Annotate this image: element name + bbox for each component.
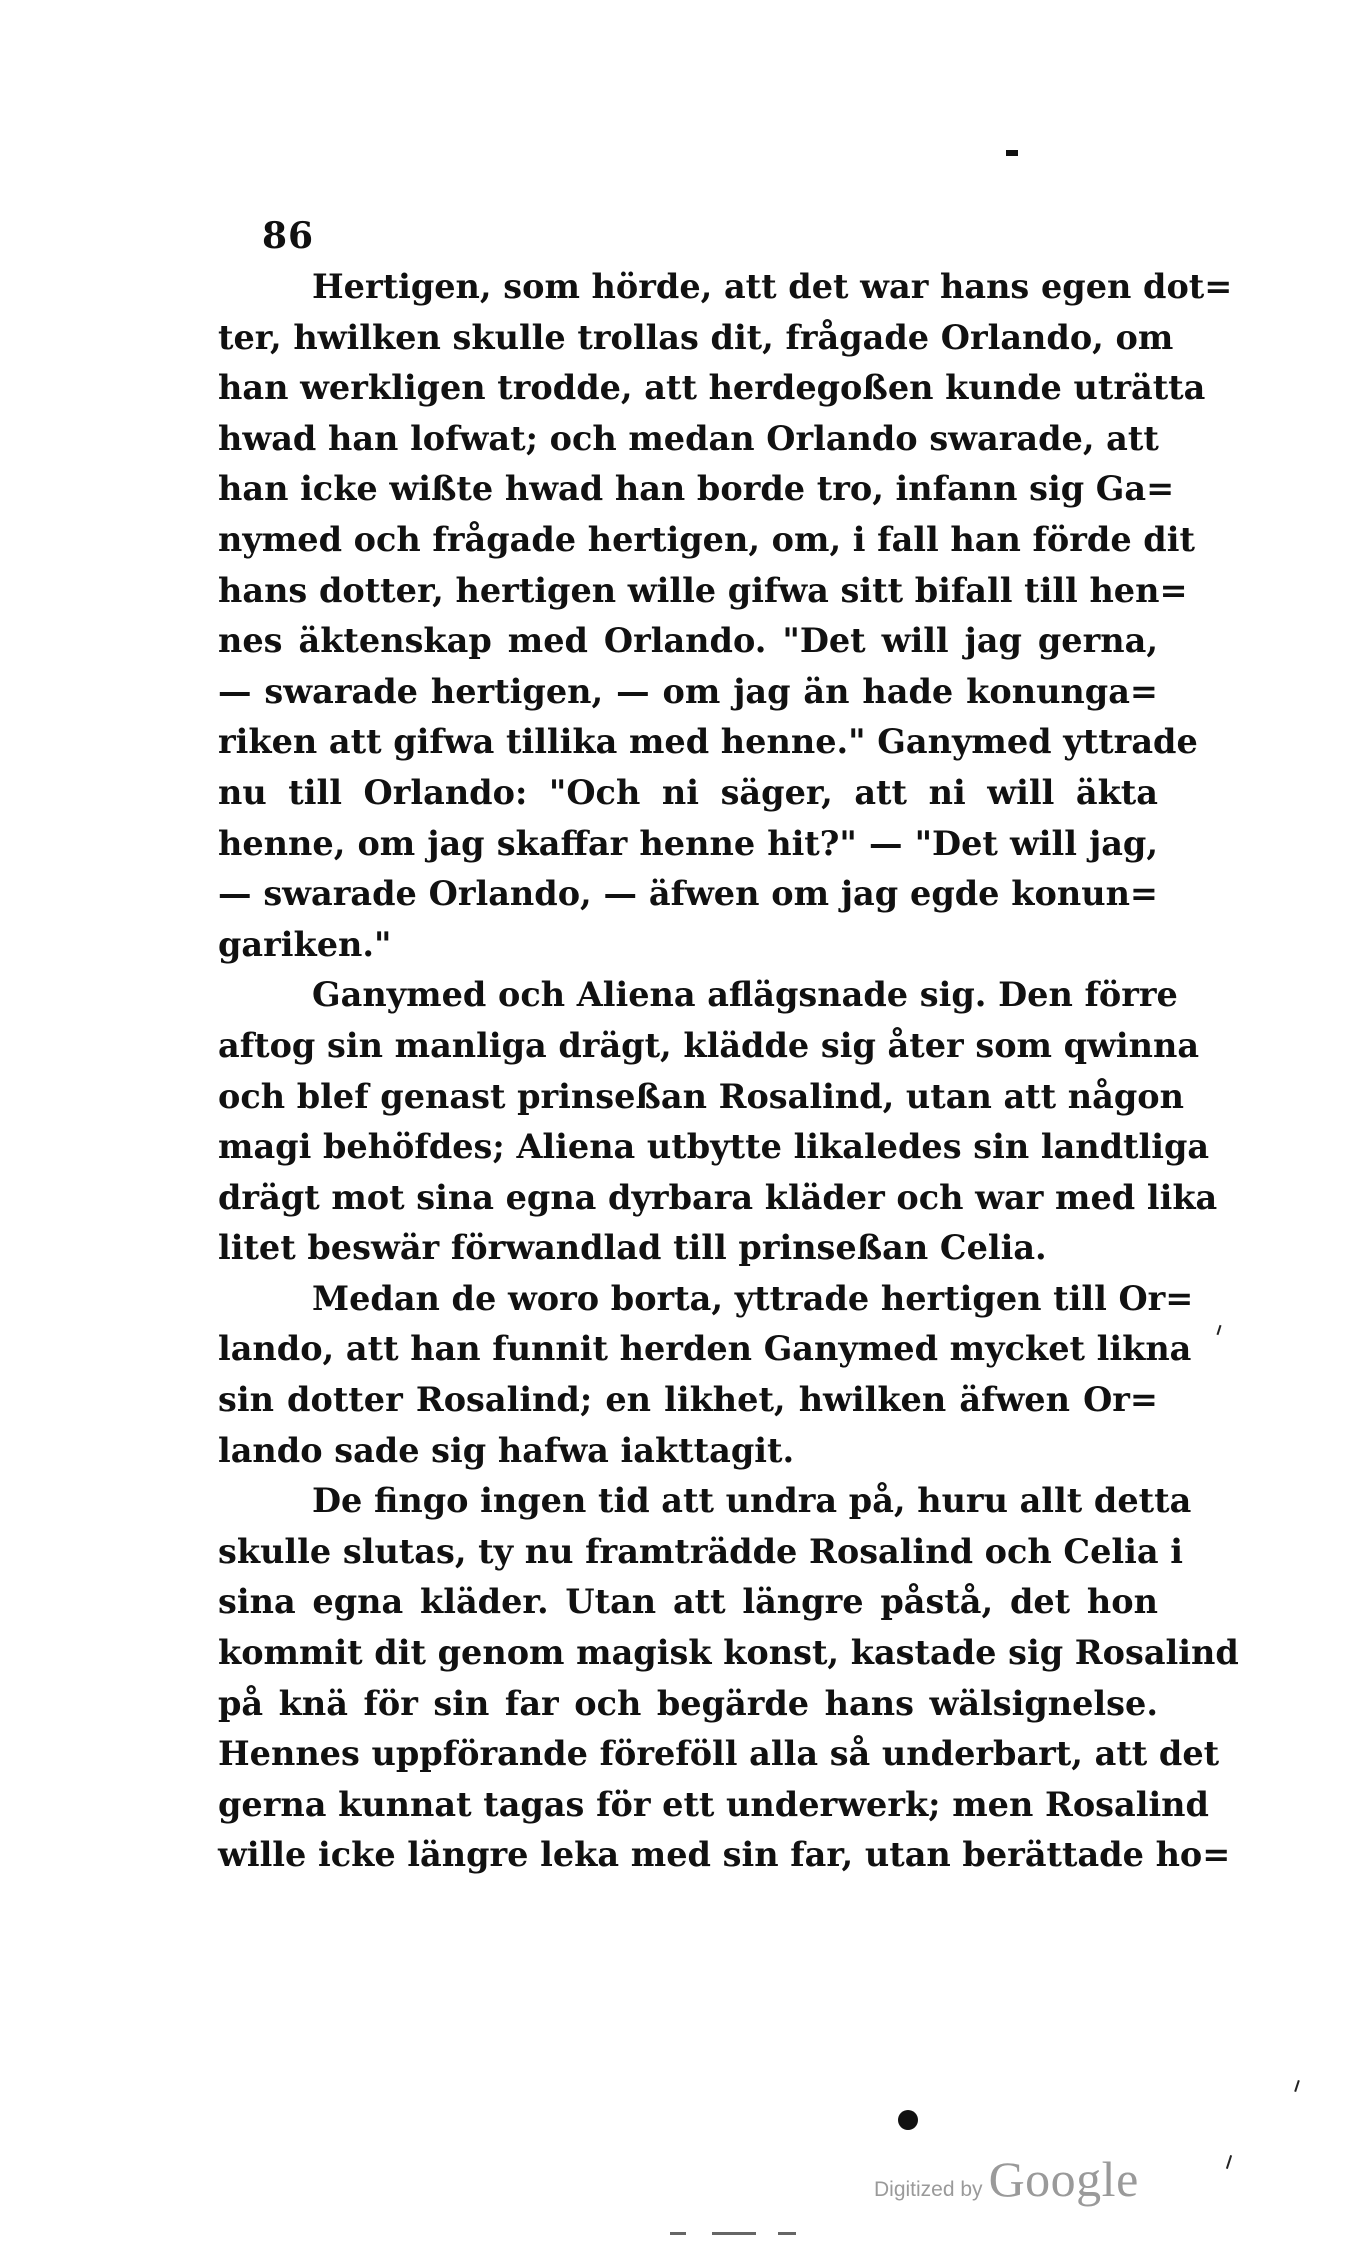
text-line: ter, hwilken skulle trollas dit, frågade Orlando, om <box>218 317 1174 357</box>
text-line: Ganymed och Aliena aflägsnade sig. Den förre <box>312 975 1178 1015</box>
text-line: henne, om jag skaffar henne hit?" — "Det will jag, <box>218 823 1158 863</box>
text-line: på knä för sin far och begärde hans wälsignelse. <box>218 1683 1158 1723</box>
margin-mark <box>1226 2155 1232 2169</box>
text-line: gariken." <box>218 924 392 964</box>
text-line: hans dotter, hertigen wille gifwa sitt bifall till hen= <box>218 570 1188 610</box>
watermark-prefix: Digitized by <box>874 2178 983 2201</box>
text-line: sin dotter Rosalind; en likhet, hwilken äfwen Or= <box>218 1380 1158 1420</box>
text-line: nes äktenskap med Orlando. "Det will jag gerna, <box>218 621 1158 661</box>
text-line: Hennes uppförande föreföll alla så underbart, att det <box>218 1734 1220 1774</box>
google-logo: Google <box>988 2151 1139 2207</box>
bottom-mark <box>712 2232 756 2235</box>
text-line: nu till Orlando: "Och ni säger, att ni will äkta <box>218 772 1158 812</box>
text-line: sina egna kläder. Utan att längre påstå, det hon <box>218 1582 1158 1622</box>
text-line: lando, att han funnit herden Ganymed mycket likna <box>218 1329 1192 1369</box>
text-line: riken att gifwa tillika med henne." Ganymed yttrade <box>218 722 1198 762</box>
text-line: aftog sin manliga drägt, klädde sig åter som qwinna <box>218 1025 1200 1065</box>
text-line: — swarade Orlando, — äfwen om jag egde konun= <box>218 874 1158 914</box>
text-line: — swarade hertigen, — om jag än hade konunga= <box>218 671 1158 711</box>
text-line: och blef genast prinseßan Rosalind, utan att någon <box>218 1076 1184 1116</box>
text-line: kommit dit genom magisk konst, kastade sig Rosalind <box>218 1633 1239 1673</box>
margin-mark <box>1294 2080 1300 2092</box>
text-line: han icke wißte hwad han borde tro, infann sig Ga= <box>218 469 1175 509</box>
text-line: hwad han lofwat; och medan Orlando swarade, att <box>218 418 1159 458</box>
text-line: gerna kunnat tagas för ett underwerk; men Rosalind <box>218 1784 1209 1824</box>
text-line: skulle slutas, ty nu framträdde Rosalind och Celia i <box>218 1531 1183 1571</box>
digitized-watermark <box>874 2150 1139 2208</box>
text-line: lando sade sig hafwa iakttagit. <box>218 1430 795 1470</box>
text-line: nymed och frågade hertigen, om, i fall han förde dit <box>218 519 1195 559</box>
text-line: han werkligen trodde, att herdegoßen kunde uträtta <box>218 368 1206 408</box>
text-line: Hertigen, som hörde, att det war hans egen dot= <box>312 267 1233 306</box>
body-text <box>218 262 1239 1881</box>
ink-dot <box>898 2110 918 2130</box>
text-line: magi behöfdes; Aliena utbytte likaledes sin landtliga <box>218 1127 1210 1167</box>
text-line: De fingo ingen tid att undra på, huru allt detta <box>312 1481 1192 1521</box>
bottom-mark <box>778 2232 796 2235</box>
text-line: drägt mot sina egna dyrbara kläder och war med lika <box>218 1177 1218 1217</box>
page-number: 86 <box>262 215 315 257</box>
margin-mark <box>1217 1325 1222 1335</box>
page-mark-top <box>1006 150 1018 156</box>
text-line: Medan de woro borta, yttrade hertigen till Or= <box>312 1278 1194 1318</box>
text-line: litet beswär förwandlad till prinseßan Celia. <box>218 1228 1047 1268</box>
text-line: wille icke längre leka med sin far, utan berättade ho= <box>218 1835 1231 1875</box>
bottom-mark <box>670 2232 686 2235</box>
